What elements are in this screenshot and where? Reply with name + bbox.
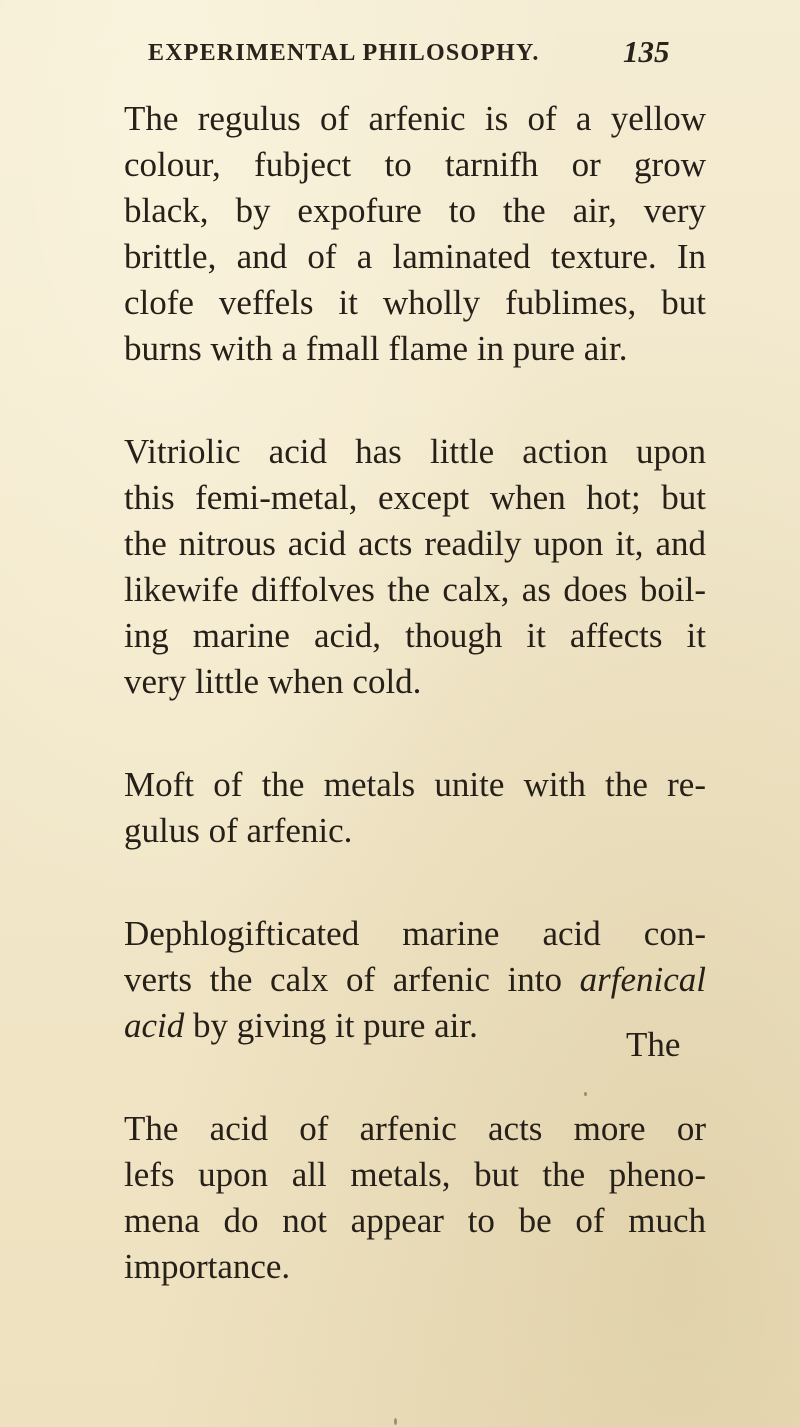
paragraph-acid-of-arsenic (124, 1106, 706, 1290)
paragraph-metals (124, 762, 706, 854)
print-speck (320, 1134, 323, 1138)
text-line: Dephlogifticated marine acid con- (124, 914, 706, 953)
paragraph-dephlogisticated (124, 911, 706, 1049)
text-line: Vitriolic acid has little action upon (124, 432, 706, 471)
catchword: The (626, 1025, 681, 1064)
running-head: EXPERIMENTAL PHILOSOPHY. (148, 40, 540, 66)
text-line: very little when cold. (124, 662, 422, 701)
text-line: ing marine acid, though it affects it (124, 616, 706, 655)
text-line: The regulus of arfenic is of a yellow (124, 99, 706, 138)
page-header (148, 34, 678, 74)
print-speck (394, 1418, 397, 1425)
print-speck (584, 1092, 587, 1096)
text-line: the nitrous acid acts readily upon it, and (124, 524, 706, 563)
text-line: mena do not appear to be of much (124, 1201, 706, 1240)
text-line: The acid of arfenic acts more or (124, 1109, 706, 1148)
text-line: clofe veffels it wholly fublimes, but (124, 283, 706, 322)
italic-term: arfenical (579, 960, 706, 999)
text-line: gulus of arfenic. (124, 811, 353, 850)
text-line: likewife diffolves the calx, as does boil- (124, 570, 706, 609)
paragraph-regulus (124, 96, 706, 372)
text-line: black, by expofure to the air, very (124, 191, 706, 230)
text-line: importance. (124, 1247, 291, 1286)
page-number: 135 (623, 34, 670, 69)
text-line: colour, fubject to tarnifh or grow (124, 145, 706, 184)
text-line: lefs upon all metals, but the pheno- (124, 1155, 706, 1194)
text-segment: by giving it pure air. (184, 1006, 478, 1045)
italic-term: acid (124, 1006, 185, 1045)
text-segment: verts the calx of arfenic into (124, 960, 562, 999)
body-text (124, 96, 706, 1290)
text-line (124, 1003, 706, 1049)
text-line: this femi-metal, except when hot; but (124, 478, 706, 517)
paragraph-vitriolic (124, 429, 706, 705)
text-line (124, 957, 706, 1003)
text-line: burns with a fmall flame in pure air. (124, 329, 628, 368)
text-line: brittle, and of a laminated texture. In (124, 237, 706, 276)
text-line: Moft of the metals unite with the re- (124, 765, 706, 804)
